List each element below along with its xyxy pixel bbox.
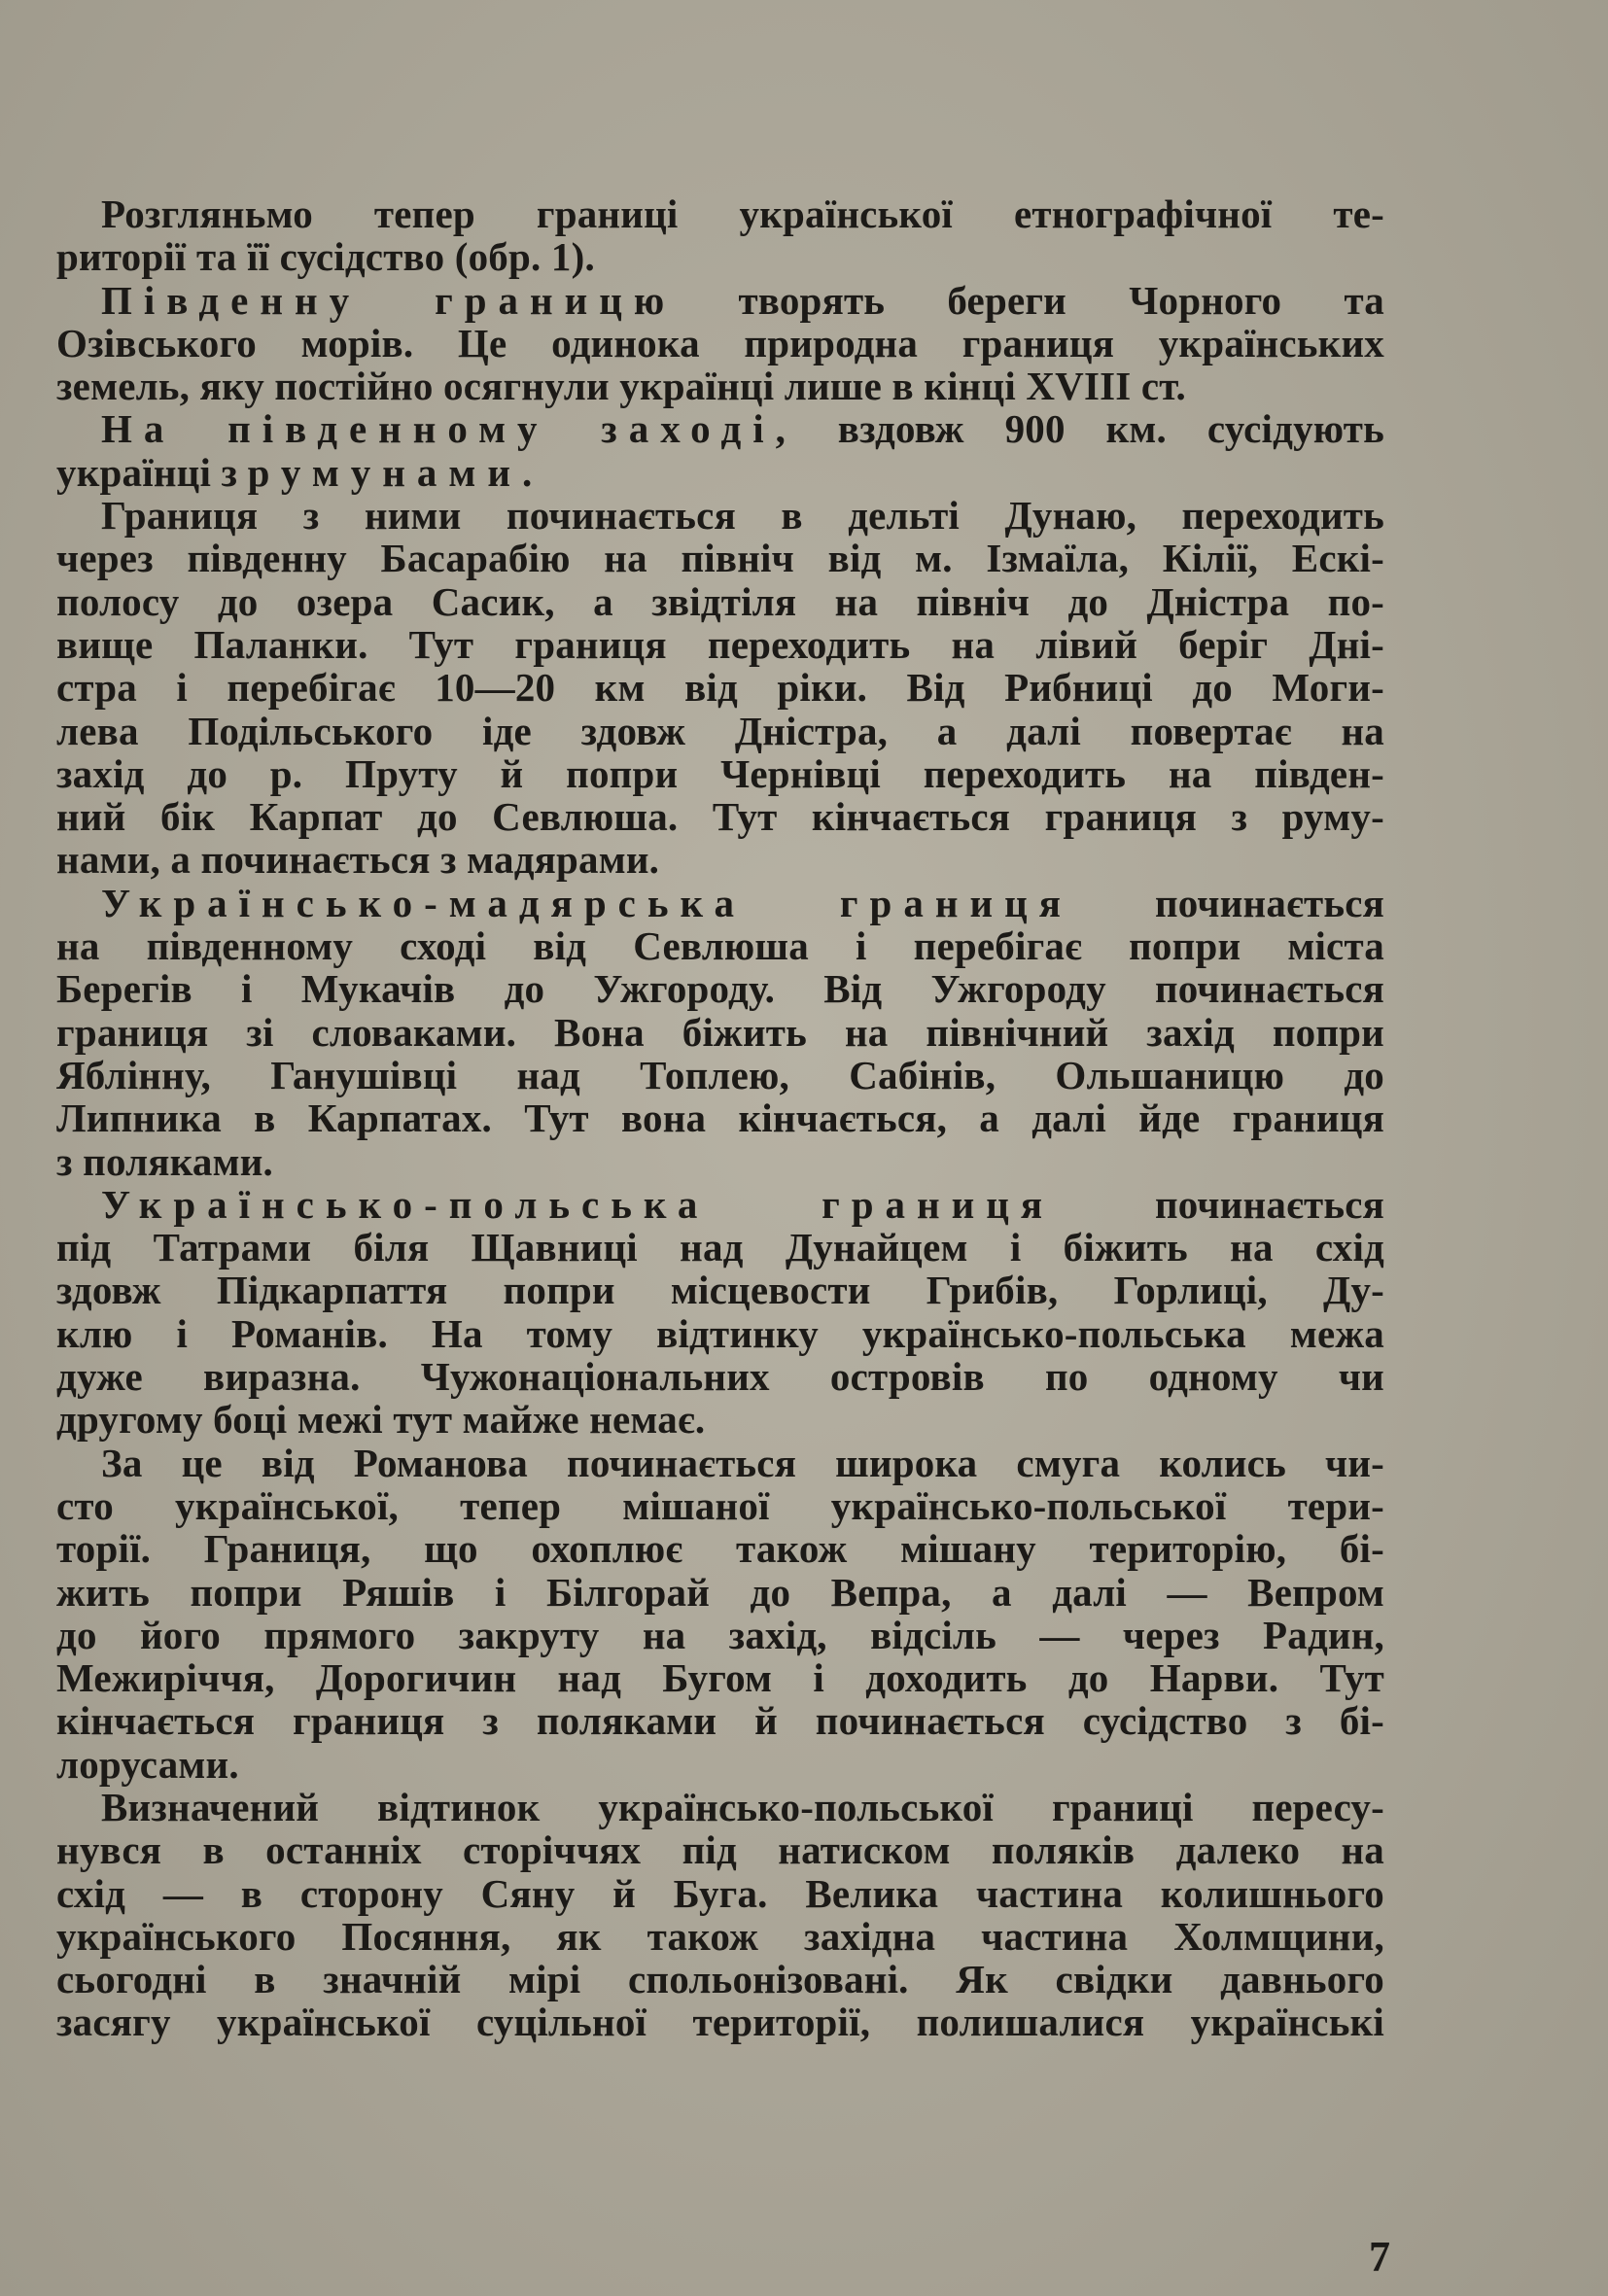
text-line: нами, а починається з мадярами.: [56, 837, 660, 883]
paragraph-3: [56, 407, 1384, 494]
text-line: земель, яку постійно осягнули українці лише в кінці XVIII ст.: [56, 364, 1187, 409]
text-line: Берегів і Мукачів до Ужгороду. Від Ужгороду починається: [56, 966, 1384, 1012]
paragraph-8: [56, 1786, 1384, 2044]
paragraph-7: [56, 1442, 1384, 1786]
text-line: клю і Романів. На тому відтинку українсько-польська межа: [56, 1310, 1384, 1356]
text-line: Розгляньмо тепер границі української етнографічної те-: [101, 191, 1384, 236]
text-line: За це від Романова починається широка смуга колись чи-: [101, 1440, 1384, 1485]
text-line: на південному сході від Севлюша і перебігає попри міста: [56, 923, 1384, 969]
text-line: під Татрами біля Щавниці над Дунайцем і біжить на схід: [56, 1225, 1384, 1270]
text-line: захід до р. Пруту й попри Чернівці переходить на півден-: [56, 750, 1384, 796]
text-line: українського Посяння, як також західна частина Холмщини,: [56, 1913, 1384, 1959]
text-line: стра і перебігає 10—20 км від ріки. Від Рибниці до Моги-: [56, 665, 1384, 711]
text-line: ний бік Карпат до Севлюша. Тут кінчається границя з руму-: [56, 794, 1384, 840]
text-line: Яблінну, Ганушівці над Топлею, Сабінів, Ольшаницю до: [56, 1052, 1384, 1097]
text-line: здовж Підкарпаття попри місцевости Грибів, Горлиці, Ду-: [56, 1268, 1384, 1313]
text-line: полосу до озера Сасик, а звідтіля на північ до Дністра по-: [56, 578, 1384, 624]
text-fragment: починається: [1071, 880, 1384, 925]
paragraph-6: [56, 1183, 1384, 1442]
text-line: Визначений відтинок українсько-польської границі пересу-: [101, 1784, 1384, 1829]
paragraph-4: [56, 494, 1384, 882]
paragraph-2: [56, 279, 1384, 408]
text-fragment: починається: [1054, 1181, 1384, 1227]
spaced-emphasis: Українсько-польська границя: [101, 1181, 1055, 1227]
text-line: [56, 279, 1384, 322]
text-line: [56, 451, 1384, 494]
text-line: засягу української суцільної території, полишалися українські: [56, 2000, 1384, 2045]
text-line: [56, 882, 1384, 924]
text-line: з поляками.: [56, 1138, 273, 1184]
text-line: торії. Границя, що охоплює також мішану територію, бі-: [56, 1526, 1384, 1572]
page-number: 7: [1369, 2233, 1390, 2280]
text-line: до його прямого закруту на захід, відсіль — через Радин,: [56, 1612, 1384, 1657]
paragraph-5: [56, 882, 1384, 1183]
text-line: дуже виразна. Чужонаціональних островів по одному чи: [56, 1354, 1384, 1400]
spaced-emphasis: Південну границю: [101, 277, 677, 323]
spaced-emphasis: Українсько-мадярська границя: [101, 880, 1072, 925]
text-line: через південну Басарабію на північ від м. Ізмаїла, Кілії, Ескі-: [56, 536, 1384, 581]
text-line: нувся в останніх сторіччях під натиском поляків далеко на: [56, 1827, 1384, 1873]
text-line: Озівського морів. Це одинока природна границя українських: [56, 320, 1384, 365]
text-line: [56, 407, 1384, 450]
text-line: вище Паланки. Тут границя переходить на лівий беріг Дні-: [56, 621, 1384, 667]
text-line: Липника в Карпатах. Тут вона кінчається, а далі йде границя: [56, 1096, 1384, 1141]
text-fragment: творять береги Чорного та: [676, 277, 1384, 323]
spaced-emphasis: На південному заході,: [101, 406, 797, 452]
text-line: жить попри Ряшів і Білгорай до Вепра, а далі — Вепром: [56, 1569, 1384, 1615]
text-line: Межиріччя, Дорогичин над Бугом і доходить до Нарви. Тут: [56, 1655, 1384, 1701]
text-line: лорусами.: [56, 1741, 239, 1787]
text-line: границя зі словаками. Вона біжить на північний захід попри: [56, 1009, 1384, 1055]
text-line: сьогодні в значній мірі спольонізовані. Як свідки давнього: [56, 1957, 1384, 2002]
paragraph-1: [56, 192, 1384, 279]
text-line: кінчається границя з поляками й починається сусідство з бі-: [56, 1698, 1384, 1744]
text-fragment: українці з: [56, 449, 248, 495]
text-line: Границя з ними починається в дельті Дунаю, переходить: [101, 493, 1384, 539]
text-line: [56, 1183, 1384, 1226]
text-fragment: вздовж 900 км. сусідують: [796, 406, 1384, 452]
spaced-emphasis: румунами.: [247, 449, 544, 495]
text-line: сто української, тепер мішаної українсько-польської тери-: [56, 1482, 1384, 1528]
text-line: схід — в сторону Сяну й Буга. Велика частина колишнього: [56, 1870, 1384, 1916]
body-text: [56, 192, 1384, 2044]
text-line: другому боці межі тут майже немає.: [56, 1397, 706, 1443]
text-line: лева Подільського іде здовж Дністра, а далі повертає на: [56, 708, 1384, 753]
text-line: риторії та її сусідство (обр. 1).: [56, 234, 595, 280]
